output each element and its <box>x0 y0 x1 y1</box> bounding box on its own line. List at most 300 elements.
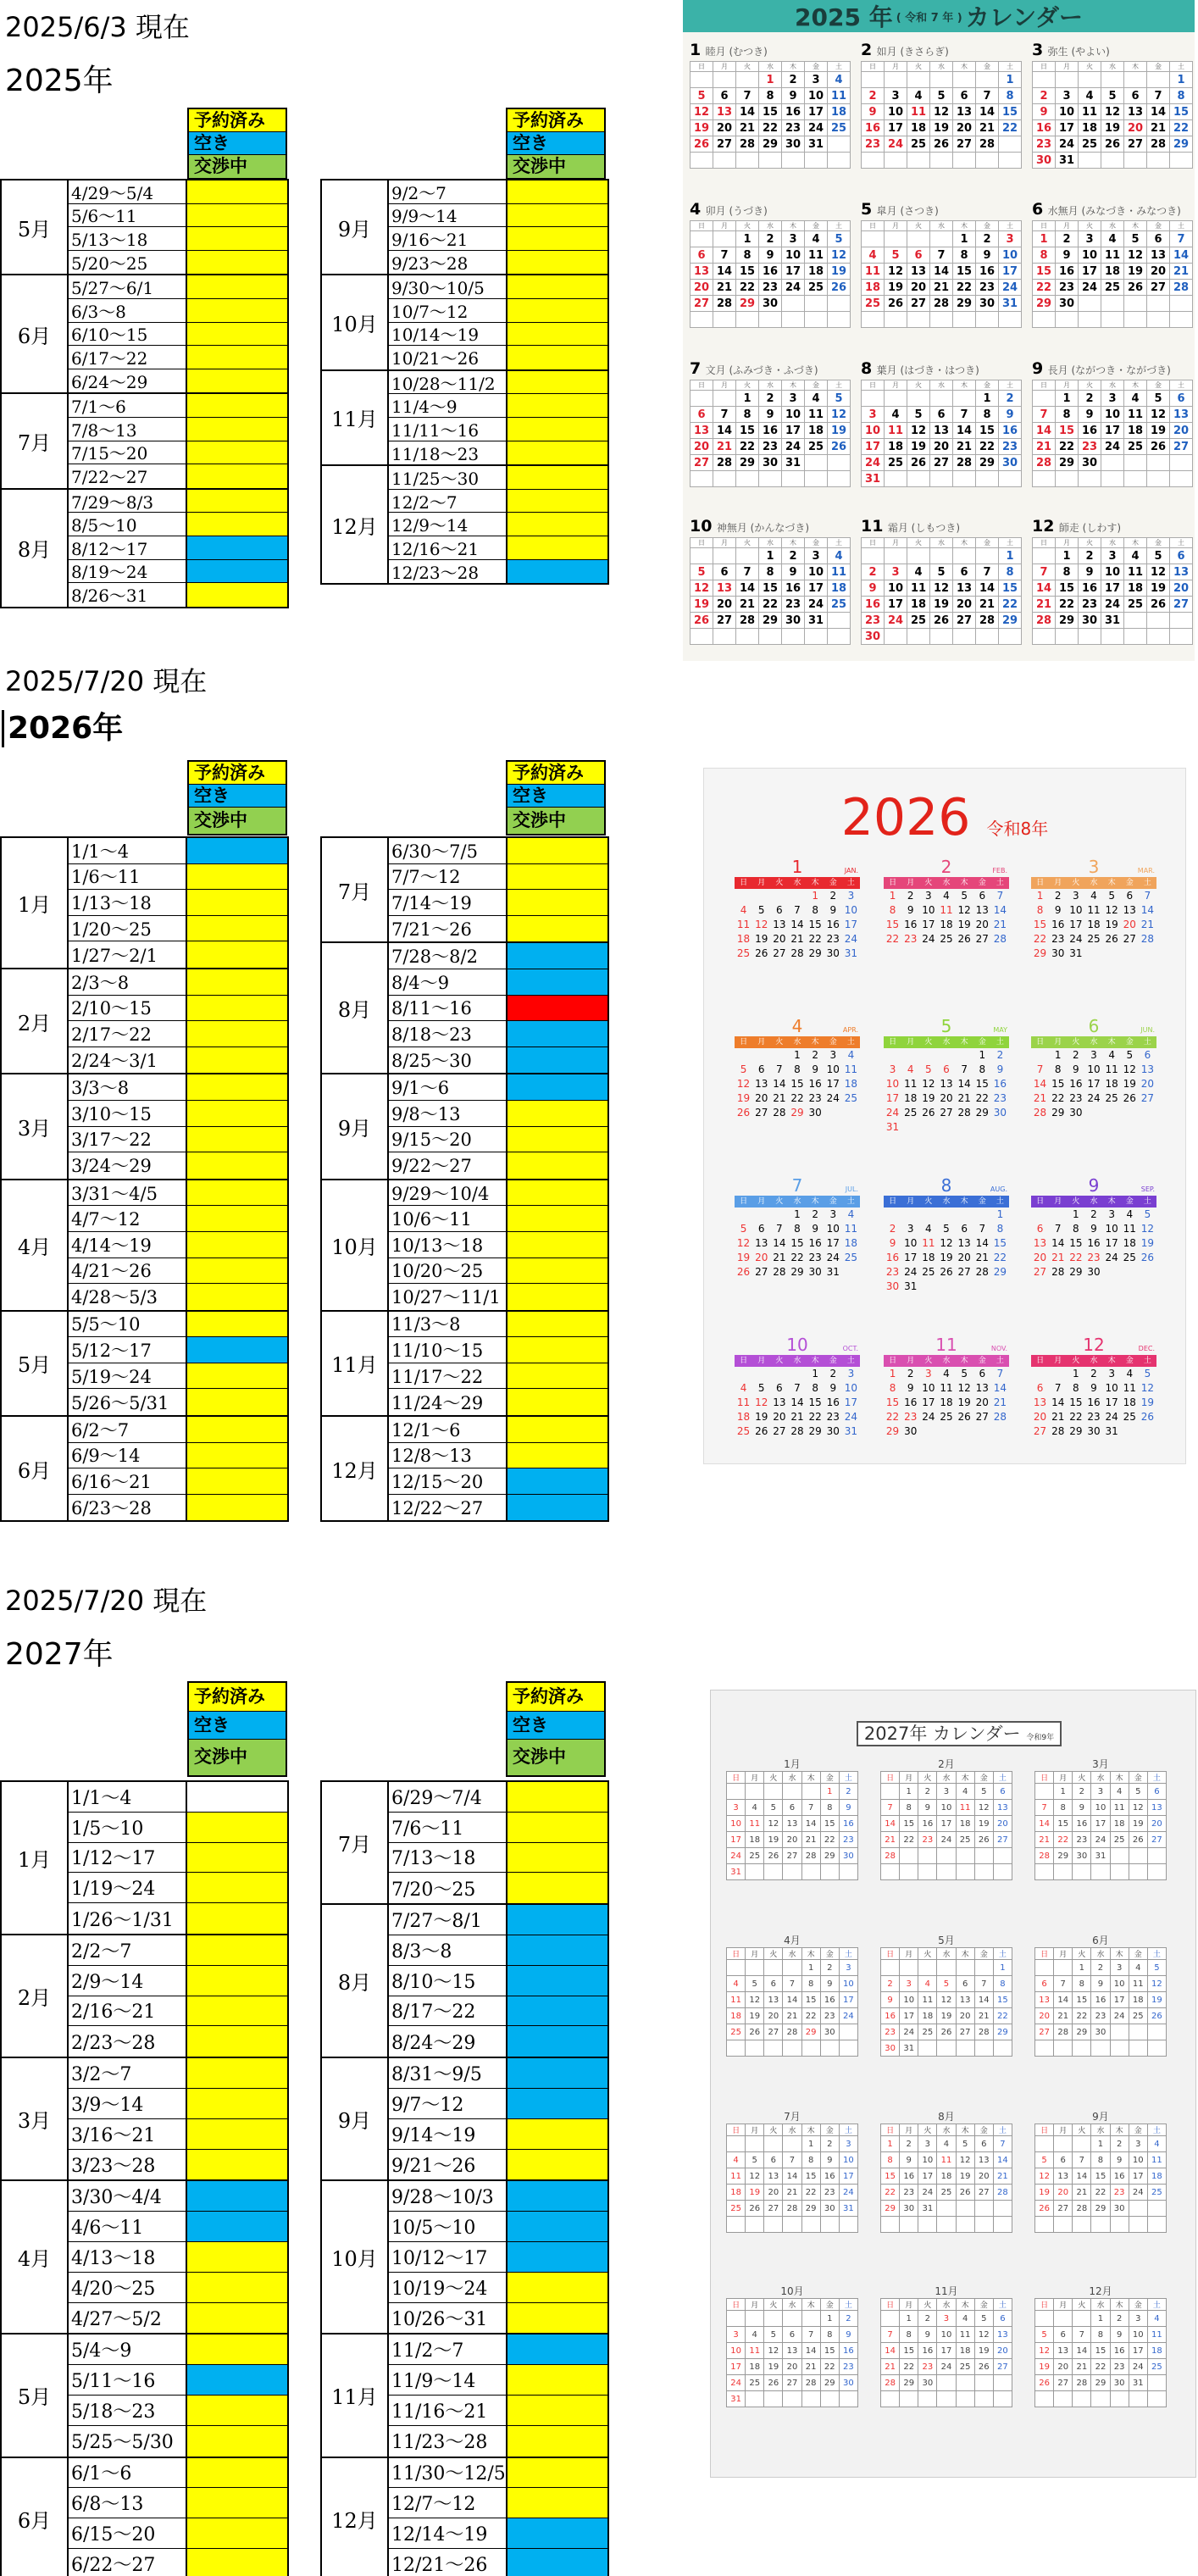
day-cell <box>881 1960 900 1976</box>
day-cell: 21 <box>713 280 736 296</box>
weekday-row <box>727 1948 858 1960</box>
day-cell: 4 <box>847 1208 855 1220</box>
day-cell: 20 <box>930 439 953 455</box>
day-cell: 23 <box>839 1832 857 1848</box>
day-cell <box>828 455 851 471</box>
month-num-text: 11 <box>935 1335 957 1355</box>
month-number <box>1031 1335 1156 1355</box>
week-row <box>389 490 607 514</box>
as-of-date-3: 2025/7/20 現在 <box>5 1585 208 1617</box>
weekday-cell: 日 <box>740 1038 748 1046</box>
day-cell <box>1073 2217 1091 2233</box>
day-cell: 13 <box>1054 2343 1073 2359</box>
day-cell <box>1110 2040 1129 2057</box>
day-cell: 5 <box>828 391 851 407</box>
day-cell: 19 <box>1123 1078 1136 1090</box>
day-cell: 1 <box>1091 2136 1110 2152</box>
day-cell <box>918 1960 937 1976</box>
day-cell: 19 <box>940 1252 953 1263</box>
week-row <box>691 88 851 104</box>
week-range: 6/2～7 <box>69 1417 187 1442</box>
day-cell: 22 <box>993 1252 1007 1263</box>
day-cell <box>881 1784 900 1800</box>
day-cell: 9 <box>976 247 999 264</box>
day-cell: 26 <box>755 1425 768 1437</box>
day-cell: 9 <box>1091 1976 1110 1992</box>
month-english: NOV. <box>990 1345 1007 1352</box>
day-cell: 5 <box>1129 1784 1147 1800</box>
month-name: 長月 (ながつき・ながづき) <box>1047 364 1171 376</box>
day-cell: 25 <box>1087 933 1101 945</box>
week-row <box>881 2311 1012 2327</box>
week-row <box>862 104 1022 120</box>
month-group <box>2 2181 287 2334</box>
day-cell <box>727 2217 746 2233</box>
month-group <box>2 969 287 1074</box>
day-cell: 6 <box>1147 231 1170 247</box>
day-cell: 15 <box>1170 104 1193 120</box>
day-cell <box>805 629 828 645</box>
day-cell: 11 <box>727 2168 746 2185</box>
month-group <box>2 2334 287 2457</box>
day-cell: 22 <box>1091 2359 1110 2375</box>
day-cell: 23 <box>808 1092 822 1104</box>
day-cell: 27 <box>1054 2375 1073 2391</box>
weekday-cell: 水 <box>937 1772 956 1784</box>
weekday-cell: 月 <box>1054 1772 1073 1784</box>
status-cell <box>507 1996 607 2026</box>
month-number: 8 <box>861 359 873 378</box>
day-cell: 28 <box>773 1266 786 1278</box>
day-cell <box>1035 1960 1054 1976</box>
day-cell: 3 <box>1108 1368 1115 1380</box>
day-cell: 27 <box>713 613 736 629</box>
day-cell: 11 <box>736 1396 751 1408</box>
status-cell <box>507 1363 607 1389</box>
week-range: 8/5～10 <box>69 513 187 536</box>
day-cell: 31 <box>1056 153 1079 169</box>
day-cell: 4 <box>937 2136 956 2152</box>
week-row <box>389 1258 607 1285</box>
week-row <box>69 969 287 996</box>
day-cell: 25 <box>937 2185 956 2201</box>
day-cell: 27 <box>1170 597 1193 613</box>
day-cell: 8 <box>1056 407 1079 423</box>
day-cell: 29 <box>790 1107 804 1119</box>
day-grid <box>1031 889 1156 961</box>
day-cell: 23 <box>839 2359 857 2375</box>
day-cell: 29 <box>808 1425 822 1437</box>
week-row <box>389 1047 607 1074</box>
day-cell: 10 <box>904 1237 918 1249</box>
day-cell: 11 <box>940 1382 953 1394</box>
day-cell <box>1079 471 1101 487</box>
day-cell: 21 <box>1073 2185 1091 2201</box>
weekday-cell: 月 <box>907 1357 915 1365</box>
day-cell <box>1147 1864 1166 1880</box>
week-row <box>727 2040 858 2057</box>
weekday-cell: 水 <box>930 62 953 72</box>
day-cell: 18 <box>940 1396 953 1408</box>
week-range: 7/28～8/2 <box>389 943 507 969</box>
week-row <box>69 2119 287 2150</box>
weekday-row <box>691 221 851 231</box>
day-cell: 14 <box>736 104 759 120</box>
day-cell: 5 <box>1035 2327 1054 2343</box>
week-row <box>389 890 607 916</box>
day-cell: 29 <box>1091 2201 1110 2217</box>
week-row <box>69 275 287 299</box>
week-range: 1/5～10 <box>69 1813 187 1842</box>
day-cell: 9 <box>1079 564 1101 580</box>
week-row <box>389 2426 607 2457</box>
day-cell: 2 <box>976 231 999 247</box>
day-cell <box>839 2024 857 2040</box>
day-cell <box>1129 2024 1147 2040</box>
day-cell: 7 <box>776 1223 783 1235</box>
day-cell: 19 <box>691 597 713 613</box>
day-cell: 23 <box>862 136 885 153</box>
day-cell: 29 <box>1069 1425 1083 1437</box>
schedule-2027-left <box>0 1780 289 2576</box>
day-cell: 24 <box>885 613 907 629</box>
day-cell: 6 <box>1170 548 1193 564</box>
week-row <box>727 1976 858 1992</box>
week-row <box>389 864 607 891</box>
status-cell <box>507 1782 607 1812</box>
week-row <box>862 72 1022 88</box>
day-cell: 31 <box>727 2391 746 2407</box>
day-cell: 3 <box>727 1800 746 1816</box>
day-cell: 19 <box>956 2168 974 2185</box>
day-empty <box>735 889 752 903</box>
day-cell: 7 <box>736 88 759 104</box>
week-row <box>727 1960 858 1976</box>
week-range: 6/24～29 <box>69 369 187 393</box>
week-row <box>389 2488 607 2518</box>
schedule-2025-left <box>0 179 289 608</box>
month-block <box>726 2111 858 2233</box>
day-cell: 15 <box>1073 1992 1091 2008</box>
day-cell: 3 <box>925 890 932 902</box>
month-group <box>322 1074 607 1180</box>
week-range: 12/22～27 <box>389 1495 507 1521</box>
week-range: 5/5～10 <box>69 1312 187 1337</box>
status-cell <box>507 536 607 559</box>
day-cell: 7 <box>881 2327 900 2343</box>
day-cell: 9 <box>759 247 782 264</box>
day-cell: 11 <box>746 1816 764 1832</box>
weekday-cell: 土 <box>828 62 851 72</box>
day-cell: 23 <box>881 2024 900 2040</box>
day-cell <box>953 153 976 169</box>
month-number: 9 <box>1032 359 1044 378</box>
day-cell <box>1170 613 1193 629</box>
week-range: 9/9～14 <box>389 204 507 227</box>
month-block <box>1031 1335 1156 1439</box>
month-grid <box>1032 61 1193 169</box>
day-cell <box>1147 613 1170 629</box>
week-row <box>691 153 851 169</box>
weekday-cell: 金 <box>976 380 999 391</box>
week-row <box>691 136 851 153</box>
weekday-cell: 土 <box>999 538 1022 548</box>
weekday-cell: 金 <box>829 1357 837 1365</box>
weekday-cell: 月 <box>1056 380 1079 391</box>
week-row <box>389 560 607 584</box>
day-cell: 21 <box>790 933 804 945</box>
week-row <box>69 513 287 536</box>
day-cell: 16 <box>999 423 1022 439</box>
day-cell <box>907 153 930 169</box>
day-cell: 27 <box>975 1411 989 1423</box>
week-range: 2/24～3/1 <box>69 1047 187 1074</box>
weekday-cell: 金 <box>1129 2299 1147 2311</box>
day-cell <box>727 2311 746 2327</box>
day-cell <box>820 1864 839 1880</box>
day-cell: 23 <box>1079 597 1101 613</box>
week-row <box>1035 2327 1167 2343</box>
day-cell: 12 <box>764 2343 783 2359</box>
month-group <box>322 275 607 370</box>
day-cell: 2 <box>1033 88 1056 104</box>
status-cell <box>187 1074 287 1100</box>
month-grid <box>1032 220 1193 328</box>
day-cell: 2 <box>1073 1784 1091 1800</box>
weekday-cell: 日 <box>1033 380 1056 391</box>
day-cell <box>1147 72 1170 88</box>
week-list <box>69 1074 287 1178</box>
legend-2027-left <box>187 1681 287 1777</box>
day-cell <box>1129 1848 1147 1864</box>
status-cell <box>507 418 607 441</box>
day-cell: 29 <box>820 2375 839 2391</box>
day-cell: 12 <box>1147 564 1170 580</box>
weekday-cell: 木 <box>782 538 805 548</box>
day-cell: 19 <box>922 1092 935 1104</box>
day-cell: 12 <box>691 104 713 120</box>
week-range: 6/9～14 <box>69 1443 187 1468</box>
day-cell <box>691 72 713 88</box>
month-header <box>690 200 851 220</box>
month-english: APR. <box>842 1026 858 1034</box>
day-cell: 19 <box>937 2008 956 2024</box>
day-cell: 30 <box>839 2375 857 2391</box>
day-cell: 16 <box>885 1252 900 1263</box>
weekday-cell: 日 <box>1036 1357 1045 1365</box>
month-header <box>861 359 1022 380</box>
day-cell <box>764 2040 783 2057</box>
day-cell: 22 <box>736 280 759 296</box>
day-cell: 23 <box>826 933 840 945</box>
day-cell: 30 <box>1051 947 1065 959</box>
month-grid <box>1034 2298 1167 2407</box>
status-cell <box>187 2518 287 2548</box>
month-label: 11月 <box>322 371 389 464</box>
week-row <box>691 312 851 328</box>
legend-booked: 予約済み <box>189 1683 286 1712</box>
weekday-header <box>1031 877 1156 889</box>
weekday-row <box>862 380 1022 391</box>
day-cell: 24 <box>844 933 858 945</box>
day-cell: 15 <box>953 264 976 280</box>
day-cell: 6 <box>776 1382 783 1394</box>
day-cell: 26 <box>736 1107 751 1119</box>
status-cell <box>187 1843 287 1873</box>
day-cell: 3 <box>805 548 828 564</box>
status-cell <box>507 2242 607 2272</box>
week-range: 11/4～9 <box>389 394 507 417</box>
day-cell: 23 <box>820 2185 839 2201</box>
day-cell: 20 <box>1170 580 1193 597</box>
week-row <box>69 1873 287 1903</box>
day-cell: 16 <box>1073 1816 1091 1832</box>
day-cell: 10 <box>885 1078 900 1090</box>
weekday-cell: 木 <box>960 1197 968 1206</box>
day-cell: 20 <box>783 1832 801 1848</box>
weekday-cell: 月 <box>1056 538 1079 548</box>
week-row <box>727 2375 858 2391</box>
weekday-cell: 日 <box>881 1772 900 1784</box>
week-range: 3/16～21 <box>69 2119 187 2149</box>
week-range: 4/29～5/4 <box>69 180 187 203</box>
week-row <box>862 548 1022 564</box>
day-cell: 4 <box>956 1784 974 1800</box>
week-row <box>389 323 607 347</box>
week-row <box>881 2008 1012 2024</box>
month-name: 弥生 (やよい) <box>1047 46 1110 58</box>
day-cell: 11 <box>844 1063 858 1075</box>
day-cell: 26 <box>828 439 851 455</box>
day-cell <box>691 312 713 328</box>
month-block <box>880 2285 1012 2407</box>
day-cell <box>736 629 759 645</box>
month-block <box>884 1175 1009 1294</box>
day-cell: 30 <box>900 2201 918 2217</box>
week-range: 9/30～10/5 <box>389 275 507 298</box>
day-cell: 2 <box>839 1784 857 1800</box>
day-cell: 26 <box>974 1832 993 1848</box>
day-cell: 27 <box>691 296 713 312</box>
weekday-cell: 木 <box>1110 1948 1129 1960</box>
week-row <box>881 2136 1012 2152</box>
status-cell <box>507 251 607 275</box>
week-row <box>727 2343 858 2359</box>
week-row <box>1033 247 1193 264</box>
day-cell: 1 <box>759 548 782 564</box>
day-cell <box>746 1864 764 1880</box>
status-cell <box>507 1232 607 1257</box>
day-cell <box>956 2375 974 2391</box>
legend-booked: 予約済み <box>189 762 286 785</box>
status-cell <box>507 2026 607 2057</box>
day-cell: 5 <box>828 231 851 247</box>
day-cell: 17 <box>805 104 828 120</box>
day-cell: 22 <box>808 1411 822 1423</box>
weekday-cell: 日 <box>862 62 885 72</box>
status-cell <box>507 371 607 394</box>
week-row <box>1035 1832 1167 1848</box>
day-cell: 1 <box>996 1208 1004 1220</box>
week-row <box>389 969 607 996</box>
month-label: 10月 <box>780 2285 804 2297</box>
day-cell: 23 <box>900 2185 918 2201</box>
weekday-cell: 火 <box>1079 62 1101 72</box>
day-cell <box>937 2201 956 2217</box>
day-cell <box>691 629 713 645</box>
day-cell <box>862 548 885 564</box>
status-cell <box>187 441 287 464</box>
day-cell: 7 <box>1054 1976 1073 1992</box>
day-cell: 10 <box>1105 1382 1118 1394</box>
week-range: 4/27～5/2 <box>69 2303 187 2334</box>
day-cell: 4 <box>805 391 828 407</box>
day-cell <box>918 2391 937 2407</box>
day-cell: 28 <box>993 933 1007 945</box>
day-cell <box>801 1864 820 1880</box>
day-cell <box>1091 2391 1110 2407</box>
week-range: 7/6～11 <box>389 1813 507 1842</box>
week-row <box>69 1180 287 1207</box>
day-cell: 16 <box>904 1396 918 1408</box>
day-cell <box>885 629 907 645</box>
day-grid <box>735 1367 860 1439</box>
day-cell <box>801 1784 820 1800</box>
status-cell <box>187 560 287 583</box>
weekday-cell: 木 <box>960 879 968 887</box>
day-cell: 22 <box>1033 280 1056 296</box>
week-row <box>69 583 287 607</box>
month-label: 1月 <box>784 1758 801 1770</box>
day-cell: 17 <box>1101 580 1124 597</box>
day-cell: 14 <box>790 1396 804 1408</box>
day-cell: 15 <box>759 104 782 120</box>
day-cell: 29 <box>1069 1266 1083 1278</box>
day-cell: 26 <box>1035 2375 1054 2391</box>
month-label: 4月 <box>784 1935 801 1946</box>
week-range: 11/2～7 <box>389 2334 507 2364</box>
weekday-cell: 水 <box>1090 1197 1098 1206</box>
day-cell <box>746 1784 764 1800</box>
month-number: 5 <box>861 200 873 219</box>
month-num-text: 8 <box>940 1175 952 1196</box>
month-label: 8月 <box>938 2111 955 2123</box>
day-cell: 16 <box>782 580 805 597</box>
status-cell <box>187 369 287 393</box>
month-number: 2 <box>861 41 873 59</box>
day-cell: 17 <box>839 2168 857 2185</box>
day-cell: 8 <box>1054 1063 1062 1075</box>
day-cell: 3 <box>885 88 907 104</box>
day-cell: 7 <box>801 2327 820 2343</box>
month-label: 4月 <box>2 2181 69 2333</box>
day-cell: 17 <box>844 1396 858 1408</box>
day-cell: 5 <box>974 2311 993 2327</box>
day-cell <box>862 231 885 247</box>
day-cell: 30 <box>881 2040 900 2057</box>
day-cell <box>1101 471 1124 487</box>
day-cell: 15 <box>759 580 782 597</box>
day-cell: 27 <box>764 2201 783 2217</box>
weekday-cell: 土 <box>993 2124 1012 2136</box>
month-label: 6月 <box>2 1417 69 1520</box>
day-cell: 6 <box>691 247 713 264</box>
day-cell: 25 <box>956 2359 974 2375</box>
day-cell: 1 <box>1054 1784 1073 1800</box>
week-row <box>69 2334 287 2365</box>
week-row <box>389 180 607 204</box>
month-group <box>322 2181 607 2334</box>
